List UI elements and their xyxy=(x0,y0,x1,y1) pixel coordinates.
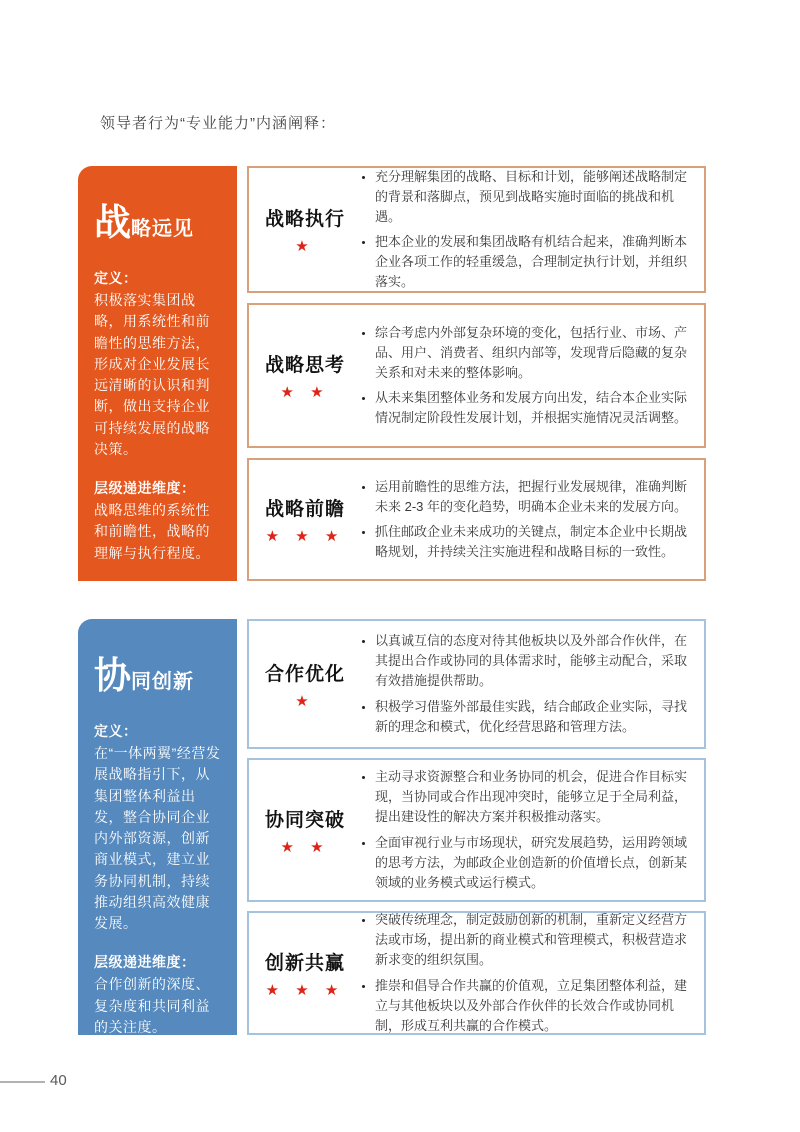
strategic-vision-panel xyxy=(78,166,237,581)
level-head xyxy=(249,494,361,545)
level-head xyxy=(249,204,361,255)
bullet-item: • 推崇和倡导合作共赢的价值观，立足集团整体利益，建立与其他板块以及外部合作伙伴的长效合作或协同机制，形成互利共赢的合作模式。 xyxy=(375,976,691,1036)
bullet-item: • 突破传统理念，制定鼓励创新的机制，重新定义经营方法或市场，提出新的商业模式和管理模式，积极营造求新求变的组织氛围。 xyxy=(375,910,691,970)
panel-heading-big-char: 协 xyxy=(94,655,131,696)
level-bullet-list xyxy=(361,762,704,898)
dimension-label: 层级递进维度： xyxy=(94,480,196,497)
panel-heading xyxy=(94,645,222,699)
level-card-strategy-foresight xyxy=(247,458,706,581)
level-name: 合作优化 xyxy=(264,663,345,685)
star-rating: ★ ★ ★ xyxy=(265,528,345,545)
level-name: 战略前瞻 xyxy=(264,499,345,520)
page-title: 领导者行为“专业能力”内涵阐释： xyxy=(100,115,336,132)
definition-text: 积极落实集团战略，用系统性和前瞻性的思维方法，形成对企业发展长远清晰的认识和判断，做出支持企业可持续发展的战略决策。 xyxy=(94,292,210,457)
dimension-text: 合作创新的深度、复杂度和共同利益的关注度。 xyxy=(94,976,210,1035)
bullet-item: • 充分理解集团的战略、目标和计划，能够阐述战略制定的背景和落脚点，预见到战略实施时面临的挑战和机遇。 xyxy=(375,167,691,227)
panel-heading-big-char: 战 xyxy=(94,202,131,243)
level-card-strategy-thinking xyxy=(247,303,706,448)
section-collaborative-innovation xyxy=(78,619,706,1035)
star-rating: ★ ★ ★ xyxy=(265,981,345,999)
dimension-label: 层级递进维度： xyxy=(94,954,196,971)
star-rating: ★ ★ xyxy=(280,838,330,856)
bullet-item: • 抓住邮政企业未来成功的关键点，制定本企业中长期战略规划，并持续关注实施进程和战略目标的一致性。 xyxy=(375,522,691,562)
panel-heading-rest: 同创新 xyxy=(131,671,194,693)
level-bullet-list xyxy=(361,626,704,742)
level-head xyxy=(249,350,361,401)
level-name: 战略执行 xyxy=(264,209,345,230)
panel-heading xyxy=(94,192,222,246)
panel-heading-rest: 略远见 xyxy=(131,218,194,240)
level-card-strategy-execution xyxy=(247,166,706,293)
definition-text: 在“一体两翼”经营发展战略指引下，从集团整体利益出发，整合协同企业内外部资源，创新商业模式，建立业务协同机制，持续推动组织高效健康发展。 xyxy=(94,745,221,932)
level-head xyxy=(249,805,361,856)
bullet-item: • 积极学习借鉴外部最佳实践，结合邮政企业实际，寻找新的理念和模式，优化经营思路和管理方法。 xyxy=(375,697,691,737)
level-name: 创新共赢 xyxy=(264,952,345,974)
level-card-synergy-breakthrough xyxy=(247,758,706,902)
section-strategic-vision xyxy=(78,166,706,581)
bullet-item: • 运用前瞻性的思维方法，把握行业发展规律，准确判断未来 2-3 年的变化趋势，明确本企业未来的发展方向。 xyxy=(375,477,691,517)
star-rating: ★ xyxy=(295,692,315,710)
level-head xyxy=(249,948,361,999)
level-bullet-list xyxy=(361,162,704,298)
bullet-item: • 从未来集团整体业务和发展方向出发，结合本企业实际情况制定阶段性发展计划，并根据实施情况灵活调整。 xyxy=(375,388,691,428)
bullet-item: • 综合考虑内外部复杂环境的变化，包括行业、市场、产品、用户、消费者、组织内部等，发现背后隐藏的复杂关系和对未来的整体影响。 xyxy=(375,323,691,383)
level-name: 战略思考 xyxy=(264,355,345,376)
star-rating: ★ ★ xyxy=(280,384,330,401)
level-cards xyxy=(247,166,706,581)
level-head xyxy=(249,659,361,710)
page-number: 40 xyxy=(50,1072,67,1089)
level-card-cooperation-optimization xyxy=(247,619,706,749)
collaborative-innovation-panel xyxy=(78,619,237,1035)
bullet-item: • 把本企业的发展和集团战略有机结合起来，准确判断本企业各项工作的轻重缓急，合理制定执行计划，并组织落实。 xyxy=(375,232,691,292)
bullet-item: • 全面审视行业与市场现状，研究发展趋势，运用跨领域的思考方法，为邮政企业创造新的价值增长点，创新某领域的业务模式或运行模式。 xyxy=(375,833,691,893)
footer-rule xyxy=(0,1081,45,1083)
bullet-item: • 以真诚互信的态度对待其他板块以及外部合作伙伴，在其提出合作或协同的具体需求时，能够主动配合，采取有效措施提供帮助。 xyxy=(375,631,691,691)
definition-label: 定义： xyxy=(94,270,138,286)
bullet-item: • 主动寻求资源整合和业务协同的机会，促进合作目标实现，当协同或合作出现冲突时，能够立足于全局利益，提出建设性的解决方案并积极推动落实。 xyxy=(375,767,691,827)
level-name: 协同突破 xyxy=(264,809,345,831)
star-rating: ★ xyxy=(295,238,315,255)
level-bullet-list xyxy=(361,472,704,568)
level-cards xyxy=(247,619,706,1035)
level-bullet-list xyxy=(361,318,704,434)
definition-label: 定义： xyxy=(94,723,138,739)
level-card-innovation-winwin xyxy=(247,911,706,1035)
level-bullet-list xyxy=(361,905,704,1041)
dimension-text: 战略思维的系统性和前瞻性，战略的理解与执行程度。 xyxy=(94,502,210,561)
